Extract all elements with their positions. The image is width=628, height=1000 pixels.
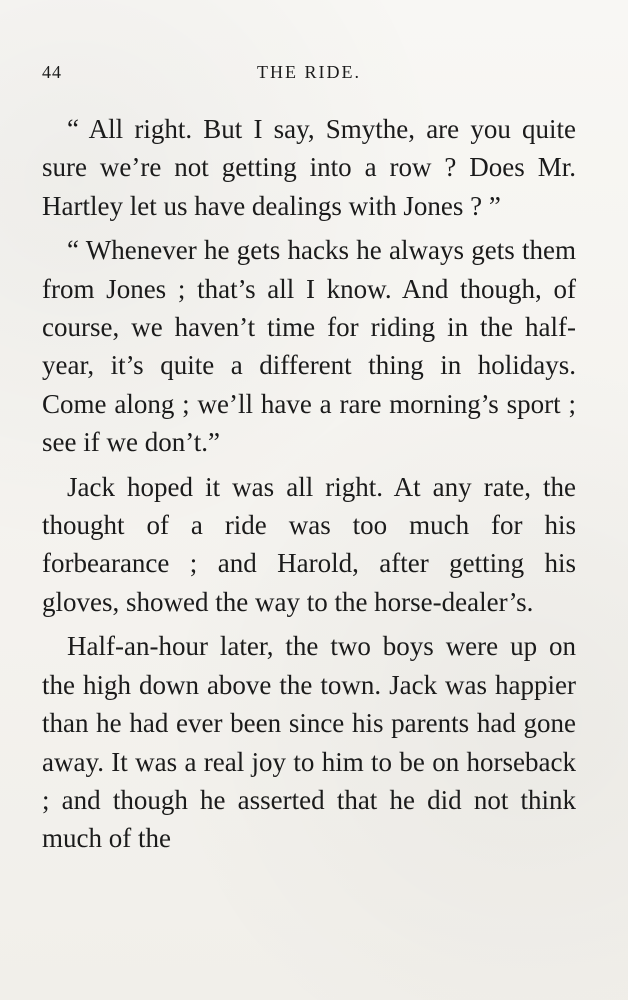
- body-text: [42, 110, 576, 858]
- page-number: 44: [42, 62, 62, 82]
- paragraph-3: Jack hoped it was all right. At any rate, the thought of a ride was too much for his forbearance ; and Harold, after getting his gloves, showed the way to the horse-dealer’s.: [42, 471, 576, 617]
- page-header: [42, 62, 576, 90]
- running-head: THE RIDE.: [257, 62, 361, 82]
- paragraph-4: Half-an-hour later, the two boys were up on the high down above the town. Jack was happier than he had ever been since his parents had gone away. It was a real joy to him to be on horseback ; and though he asserted that he did not think much of the: [42, 631, 576, 854]
- paragraph-1: “ All right. But I say, Smythe, are you quite sure we’re not getting into a row ? Does Mr. Hartley let us have dealings with Jones ? ”: [42, 114, 576, 221]
- paragraph-2: “ Whenever he gets hacks he always gets them from Jones ; that’s all I know. And though, of course, we haven’t time for riding in the half-year, it’s quite a different thing in holidays. Come along ; we’ll have a rare morning’s sport ; see if we don’t.”: [42, 235, 576, 458]
